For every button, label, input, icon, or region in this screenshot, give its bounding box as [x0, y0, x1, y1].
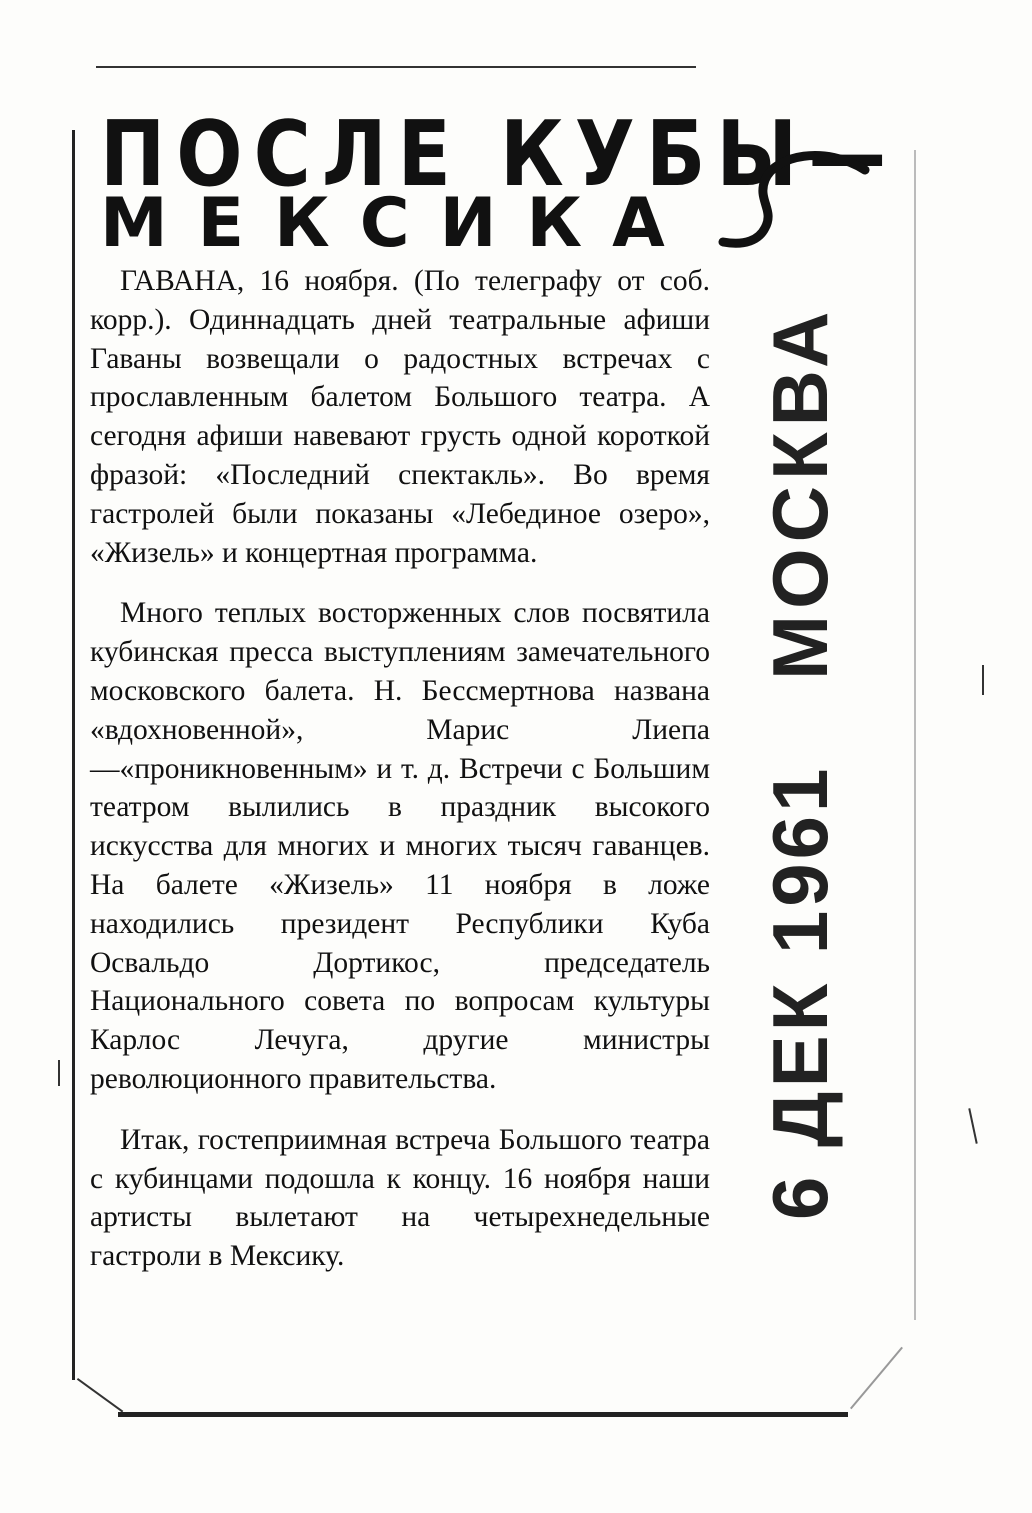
scratch-mark — [58, 1060, 60, 1086]
stamp-city: МОСКВА — [756, 305, 844, 680]
scratch-mark — [968, 1108, 977, 1144]
article-body — [90, 262, 710, 1298]
headline-line-1: ПОСЛЕ КУБЫ— — [100, 103, 898, 207]
article-paragraph: Много теплых восторженных слов посвятила кубинская пресса выступлениям замечательного московского балета. Н. Бессмертнова названа «вдохновенной», Марис Лиепа—«проникновенным» и т. д. Встречи с Большим театром вылились в праздник высокого искусства для многих и многих тысяч гаванцев. На балете «Жизель» 11 ноября в ложе находились президент Республики Куба Освальдо Дортикос, председатель Национального совета по вопросам культуры Карлос Лечуга, другие министры революционного правительства. — [90, 597, 710, 1095]
card-right-edge — [914, 150, 916, 1320]
clipping-bottom-edge — [118, 1412, 848, 1417]
archive-date-stamp — [755, 270, 865, 1270]
article-paragraph: ГАВАНА, 16 ноября. (По телеграфу от соб. корр.). Одиннадцать дней театральные афиши Гаваны возвещали о радостных встречах с прославленным балетом Большого театра. А сегодня афиши навевают грусть одной короткой фразой: «Последний спектакль». Во время гастролей были показаны «Лебединое озеро», «Жизель» и концертная программа. — [90, 265, 710, 569]
card-corner-edge — [850, 1347, 903, 1410]
scratch-mark — [982, 665, 984, 695]
clipping-left-edge — [72, 130, 75, 1380]
clipping-top-edge — [96, 66, 696, 68]
handwritten-mark-icon — [715, 150, 875, 260]
article-paragraph: Итак, гостеприимная встреча Большого театра с кубинцами подошла к концу. 16 ноября наши артисты вылетают на четырехнедельные гастроли в Мексику. — [90, 1123, 710, 1273]
headline-line-2: МЕКСИКА — [100, 184, 695, 263]
clipping-corner-cut — [77, 1378, 123, 1413]
stamp-date: 6 ДЕК 1961 — [756, 764, 844, 1220]
